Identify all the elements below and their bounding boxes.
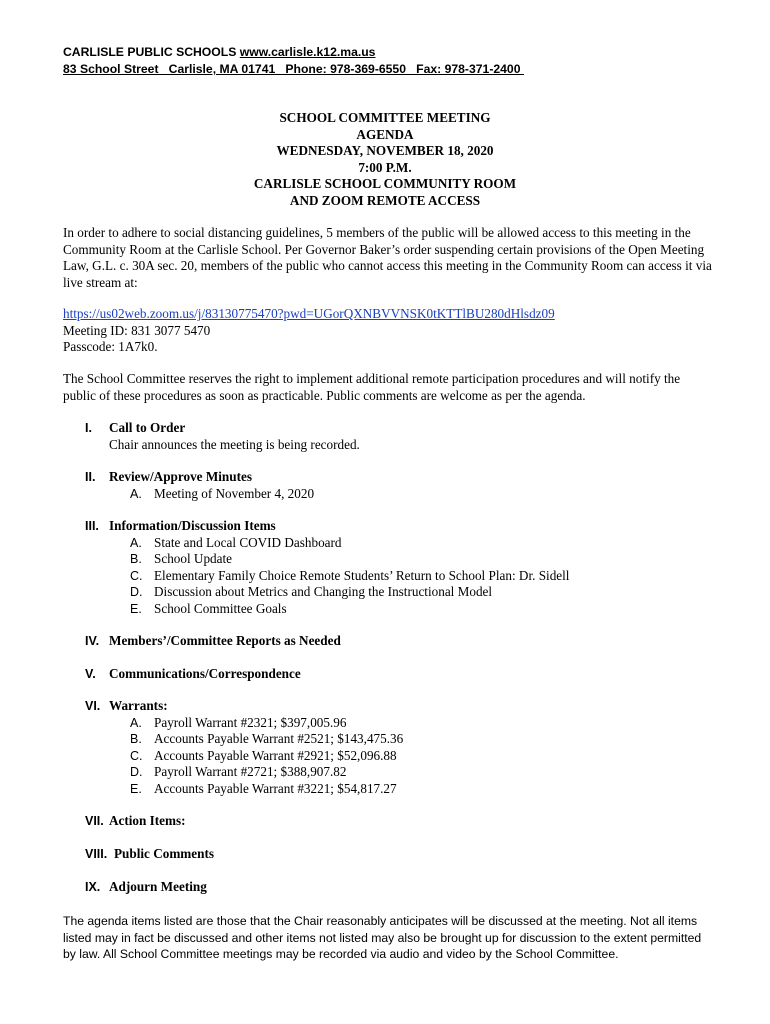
meeting-id: Meeting ID: 831 3077 5470 (63, 322, 211, 338)
sub-item-text: Meeting of November 4, 2020 (154, 485, 315, 501)
item-heading: Members’/Committee Reports as Needed (109, 633, 341, 648)
item-number: VIII. (85, 847, 108, 861)
sub-item-letter: B. (130, 552, 142, 566)
item-number: I. (85, 421, 92, 435)
sub-item-letter: B. (130, 732, 142, 746)
sub-item-text: Payroll Warrant #2321; $397,005.96 (154, 714, 347, 730)
item-number: V. (85, 667, 96, 681)
title-line-5: CARLISLE SCHOOL COMMUNITY ROOM (253, 176, 517, 191)
item-number: VI. (85, 699, 101, 713)
sub-item-letter: D. (130, 585, 143, 599)
sub-item-text: Elementary Family Choice Remote Students’ Return to School Plan: Dr. Sidell (154, 567, 570, 583)
item-heading: Adjourn Meeting (109, 879, 207, 894)
sub-item-letter: C. (130, 568, 143, 583)
passcode: Passcode: 1A7k0. (63, 339, 158, 354)
item-number: II. (85, 470, 96, 484)
item-number: IV. (85, 634, 100, 648)
title-line-2: AGENDA (356, 126, 414, 142)
intro-paragraph: In order to adhere to social distancing guidelines, 5 members of the public will be allowed access to this meeting in the Community Room at the Carlisle School. Per Governor Baker’s order suspending certain provisions of the Open Meeting Law, G.L. c. 30A sec. 20, members of the public who cannot access this meeting in the Community Room can access it via live stream at: (63, 225, 712, 290)
item-heading: Communications/Correspondence (109, 666, 301, 681)
title-line-3: WEDNESDAY, NOVEMBER 18, 2020 (276, 143, 494, 158)
meeting-title-block (0, 110, 770, 209)
footer-disclaimer: The agenda items listed are those that the Chair reasonably anticipates will be discussed at the meeting. Not all items listed may in fact be discussed and other items not listed may also be brought up for discussion to the extent permitted by law. All School Committee meetings may be recorded via audio and video by the School Committee. (63, 914, 702, 961)
org-name: CARLISLE PUBLIC SCHOOLS (63, 45, 237, 59)
sub-item-letter: D. (130, 765, 143, 779)
item-number: IX. (85, 880, 101, 894)
reserve-paragraph: The School Committee reserves the right to implement additional remote participation procedures and will notify the public of these procedures as soon as practicable. Public comments are welcome as per the agenda. (63, 371, 681, 403)
item-number: III. (85, 519, 99, 533)
item-note: Chair announces the meeting is being recorded. (109, 436, 360, 452)
item-heading: Information/Discussion Items (109, 518, 276, 533)
address-line: 83 School Street Carlisle, MA 01741 Phone: 978-369-6550 Fax: 978-371-2400 (63, 62, 524, 76)
sub-item-letter: A. (130, 715, 142, 730)
sub-item-text: Accounts Payable Warrant #2921; $52,096.88 (154, 747, 397, 763)
letterhead (63, 44, 524, 78)
item-heading: Call to Order (109, 420, 186, 435)
title-line-1: SCHOOL COMMITTEE MEETING (279, 110, 491, 125)
letterhead-line-1 (63, 44, 524, 61)
sub-item-text: Accounts Payable Warrant #2521; $143,475.36 (154, 731, 404, 746)
zoom-info (63, 306, 713, 356)
sub-item-letter: E. (130, 781, 142, 796)
sub-item-letter: C. (130, 748, 143, 763)
website-link[interactable]: www.carlisle.k12.ma.us (239, 45, 376, 59)
title-line-4: 7:00 P.M. (358, 159, 412, 175)
sub-item-letter: A. (130, 535, 142, 550)
title-line-6: AND ZOOM REMOTE ACCESS (289, 192, 481, 208)
item-heading: Public Comments (114, 846, 215, 861)
zoom-link[interactable]: https://us02web.zoom.us/j/83130775470?pwd=UGorQXNBVVNSK0tKTTlBU280dHlsdz09 (63, 306, 555, 321)
item-heading: Review/Approve Minutes (109, 469, 252, 484)
sub-item-text: Payroll Warrant #2721; $388,907.82 (154, 764, 347, 779)
sub-item-text: School Update (154, 551, 233, 566)
item-number: VII. (85, 814, 104, 828)
sub-item-letter: A. (130, 486, 142, 501)
sub-item-letter: E. (130, 601, 142, 616)
item-heading: Warrants: (109, 698, 168, 713)
sub-item-text: Discussion about Metrics and Changing the Instructional Model (154, 584, 493, 599)
sub-item-text: School Committee Goals (154, 600, 287, 616)
sub-item-text: State and Local COVID Dashboard (154, 534, 342, 550)
sub-item-text: Accounts Payable Warrant #3221; $54,817.27 (154, 780, 397, 796)
item-heading: Action Items: (109, 813, 186, 828)
